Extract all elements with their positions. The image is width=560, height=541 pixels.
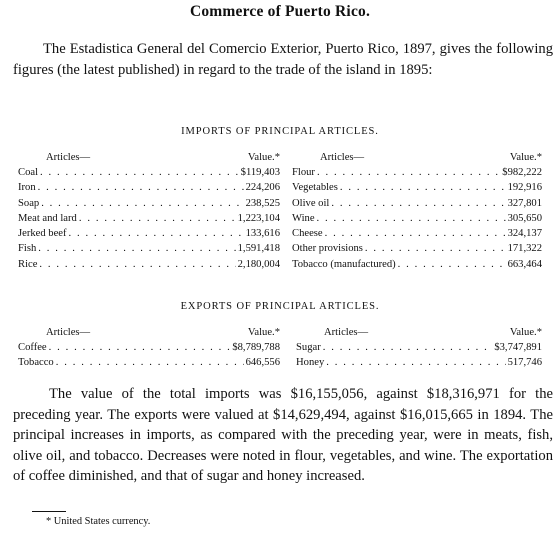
article-name: Fish: [18, 243, 37, 255]
dot-leader: [79, 211, 236, 226]
article-name: Tobacco (manufactured): [292, 258, 396, 270]
exports-table-right: [296, 325, 542, 371]
table-row: [18, 241, 280, 256]
article-name: Iron: [18, 182, 36, 194]
table-row: [18, 211, 280, 226]
article-name: Vegetables: [292, 182, 338, 194]
dot-leader: [398, 257, 506, 272]
exports-table-left: [18, 325, 280, 371]
article-value: 663,464: [507, 258, 542, 270]
table-row: [292, 196, 542, 211]
column-header-articles: Articles—: [320, 152, 365, 163]
dot-leader: [38, 180, 244, 195]
dot-leader: [56, 355, 244, 370]
article-value: 192,916: [507, 182, 542, 194]
table-row: [18, 355, 280, 370]
article-name: Flour: [292, 167, 315, 178]
table-row: [18, 226, 280, 241]
dot-leader: [340, 180, 506, 195]
column-header-value: Value.*: [509, 327, 542, 338]
dot-leader: [317, 211, 506, 226]
article-value: 1,223,104: [237, 212, 280, 224]
article-value: 517,746: [507, 357, 542, 369]
article-name: Sugar: [296, 342, 321, 353]
exports-right-rows: [296, 340, 542, 371]
dot-leader: [331, 196, 505, 211]
table-row: [292, 211, 542, 226]
column-header-articles: Articles—: [46, 152, 91, 163]
table-row: [18, 340, 280, 355]
article-value: $8,789,788: [232, 342, 280, 353]
article-name: Olive oil: [292, 197, 330, 209]
article-name: Soap: [18, 197, 40, 209]
article-value: 224,206: [245, 182, 280, 194]
dot-leader: [317, 165, 500, 180]
dot-leader: [39, 257, 235, 272]
article-value: $982,222: [502, 167, 542, 178]
article-name: Coffee: [18, 342, 47, 353]
dot-leader: [41, 196, 243, 211]
article-name: Honey: [296, 357, 325, 369]
article-value: 133,616: [245, 228, 280, 240]
article-value: 238,525: [245, 197, 280, 209]
imports-table-right: [292, 150, 542, 272]
article-value: 324,137: [507, 228, 542, 240]
table-row: [296, 340, 542, 355]
page-title: Commerce of Puerto Rico.: [189, 3, 371, 20]
column-header-value: Value.*: [509, 152, 542, 163]
imports-table-left: [18, 150, 280, 272]
article-name: Rice: [18, 258, 38, 270]
article-value: 305,650: [507, 212, 542, 224]
exports-left-rows: [18, 340, 280, 371]
footnote-rule: [32, 511, 66, 512]
column-header-articles: Articles—: [46, 327, 91, 338]
article-value: 327,801: [507, 197, 542, 209]
dot-leader: [325, 226, 506, 241]
column-header-value: Value.*: [247, 327, 280, 338]
imports-right-header: [292, 150, 542, 165]
article-name: Meat and lard: [18, 212, 77, 224]
table-row: [18, 257, 280, 272]
article-value: 646,556: [245, 357, 280, 369]
imports-left-rows: [18, 165, 280, 272]
article-name: Cheese: [292, 228, 323, 240]
article-name: Other provisions: [292, 243, 363, 255]
dot-leader: [326, 355, 505, 370]
article-value: 1,591,418: [237, 243, 280, 255]
column-header-value: Value.*: [247, 152, 280, 163]
table-row: [292, 241, 542, 256]
dot-leader: [38, 241, 235, 256]
column-header-articles: Articles—: [324, 327, 369, 338]
table-row: [292, 165, 542, 180]
article-name: Wine: [292, 212, 315, 224]
table-row: [18, 165, 280, 180]
imports-heading: IMPORTS OF PRINCIPAL ARTICLES.: [181, 126, 379, 137]
article-value: 2,180,004: [237, 258, 280, 270]
table-row: [292, 180, 542, 195]
imports-left-header: [18, 150, 280, 165]
table-row: [18, 196, 280, 211]
summary-paragraph: The value of the total imports was $16,155,056, against $18,316,971 for the preceding year. The exports were valued at $14,629,494, against $16,015,665 in 1894. The principal increases in imports, as compared with the preceding year, were in meats, fish, olive oil, and tobacco. Decreases were noted in flour, vegetables, and wine. The exportation of coffee diminished, and that of sugar and honey increased.: [13, 386, 553, 484]
dot-leader: [365, 241, 506, 256]
article-value: 171,322: [507, 243, 542, 255]
dot-leader: [69, 226, 244, 241]
table-row: [292, 257, 542, 272]
table-row: [18, 180, 280, 195]
exports-right-header: [296, 325, 542, 340]
intro-paragraph: The Estadistica General del Comercio Exterior, Puerto Rico, 1897, gives the following figures (the latest published) in regard to the trade of the island in 1895:: [13, 41, 553, 78]
dot-leader: [49, 340, 231, 355]
exports-heading: EXPORTS OF PRINCIPAL ARTICLES.: [180, 301, 380, 312]
table-row: [292, 226, 542, 241]
dot-leader: [40, 165, 239, 180]
article-name: Jerked beef: [18, 228, 67, 240]
article-value: $119,403: [240, 167, 280, 178]
article-value: $3,747,891: [494, 342, 542, 353]
article-name: Tobacco: [18, 357, 54, 369]
exports-left-header: [18, 325, 280, 340]
footnote: * United States currency.: [46, 516, 151, 527]
imports-right-rows: [292, 165, 542, 272]
article-name: Coal: [18, 167, 39, 178]
dot-leader: [323, 340, 493, 355]
table-row: [296, 355, 542, 370]
